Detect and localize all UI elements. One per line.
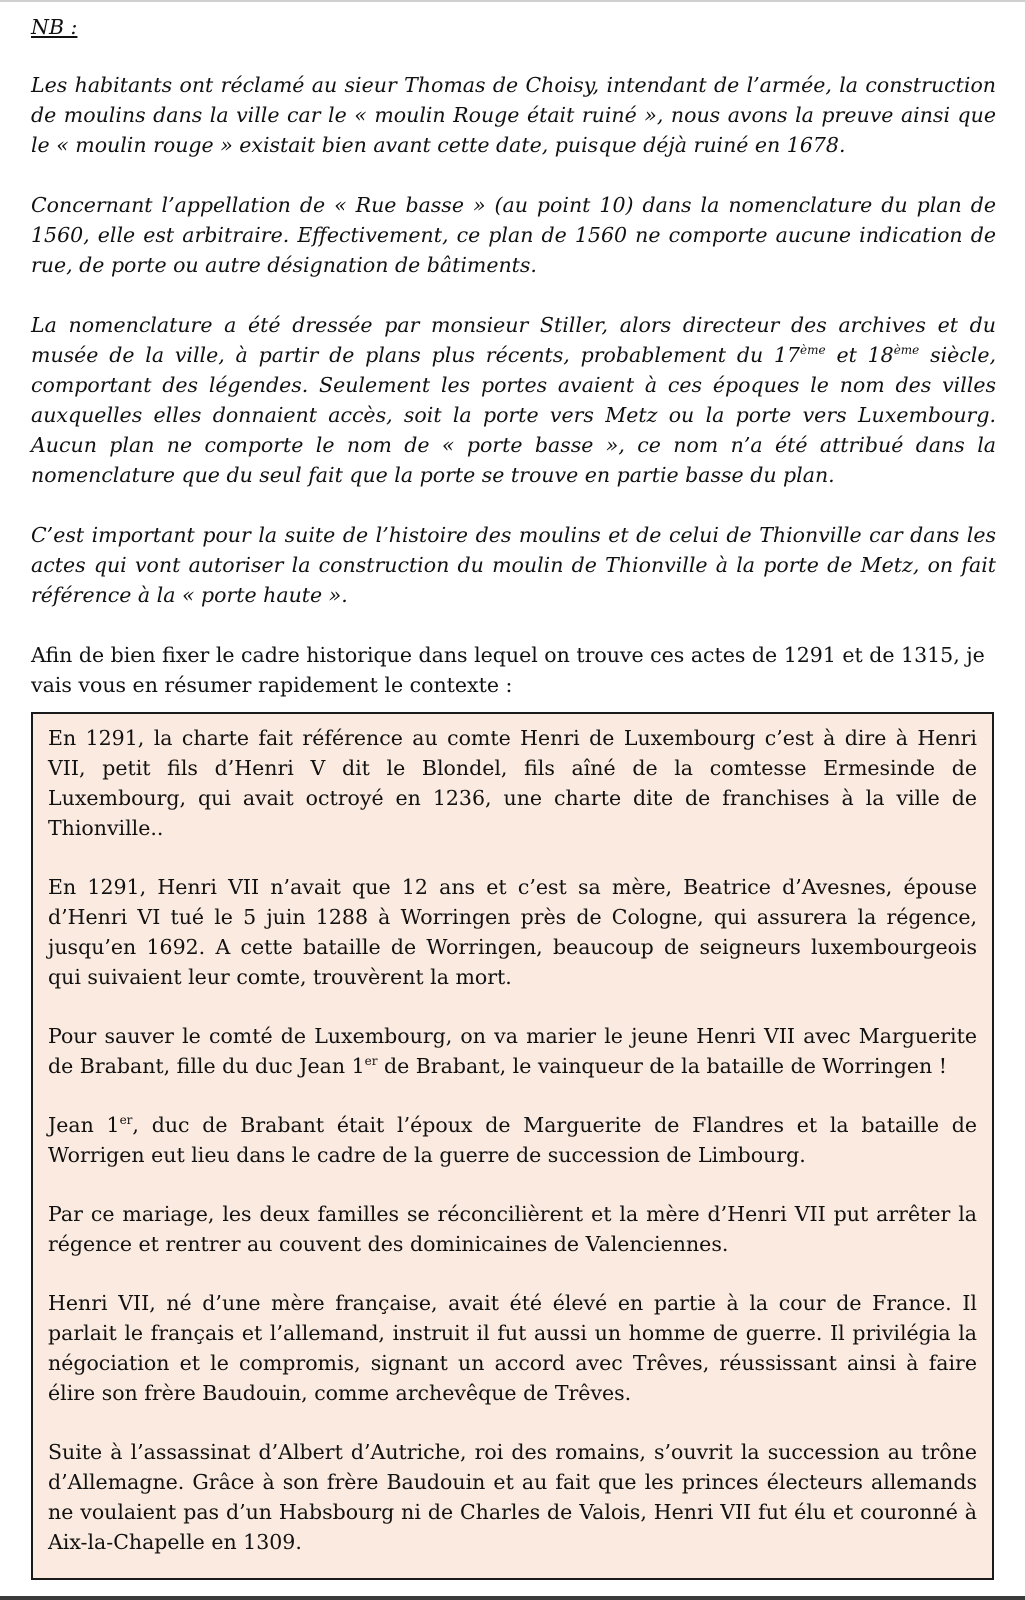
nb-heading: NB : xyxy=(31,15,78,39)
bottom-border xyxy=(0,1596,1025,1600)
box-paragraph-charte: En 1291, la charte fait référence au comte Henri de Luxembourg c’est à dire à Henri VII, petit fils d’Henri V dit le Blondel, fils aîné de la comtesse Ermesinde de Luxembourg, qui avait octroyé en 1236, une charte dite de franchises à la ville de Thionville.. xyxy=(48,726,977,840)
box-paragraph-henri-vii: Henri VII, né d’une mère française, avait été élevé en partie à la cour de France. Il parlait le français et l’allemand, instruit il fut aussi un homme de guerre. Il privilégia la négociation et le compromis, signant un accord avec Trêves, réussissant ainsi à faire élire son frère Baudouin, comme archevêque de Trêves. xyxy=(48,1291,977,1405)
paragraph-rue-basse: Concernant l’appellation de « Rue basse » (au point 10) dans la nomenclature du plan de 1560, elle est arbitraire. Effectivement, ce plan de 1560 ne comporte aucune indication de rue, de porte ou autre désignation de bâtiments. xyxy=(31,193,996,277)
paragraph-moulin-rouge: Les habitants ont réclamé au sieur Thomas de Choisy, intendant de l’armée, la construction de moulins dans la ville car le « moulin Rouge était ruiné », nous avons la preuve ainsi que le « moulin rouge » existait bien avant cette date, puisque déjà ruiné en 1678. xyxy=(31,73,996,157)
document-page xyxy=(31,12,996,712)
paragraph-nomenclature: La nomenclature a été dressée par monsieur Stiller, alors directeur des archives et du musée de la ville, à partir de plans plus récents, probablement du 17ème et 18ème siècle, comportant des légendes. Seulement les portes avaient à ces époques le nom des villes auxquelles elles donnaient accès, soit la porte vers Metz ou la porte vers Luxembourg. Aucun plan ne comporte le nom de « porte basse », ce nom n’a été attribué dans la nomenclature que du seul fait que la porte se trouve en partie basse du plan. xyxy=(31,313,996,487)
box-paragraph-reconciliation: Par ce mariage, les deux familles se réconcilièrent et la mère d’Henri VII put arrêter la régence et rentrer au couvent des dominicaines de Valenciennes. xyxy=(48,1202,977,1256)
paragraph-porte-haute: C’est important pour la suite de l’histoire des moulins et de celui de Thionville car dans les actes qui vont autoriser la construction du moulin de Thionville à la porte de Metz, on fait référence à la « porte haute ». xyxy=(31,523,996,607)
box-paragraph-regence: En 1291, Henri VII n’avait que 12 ans et c’est sa mère, Beatrice d’Avesnes, épouse d’Henri VI tué le 5 juin 1288 à Worringen près de Cologne, qui assurera la régence, jusqu’en 1692. A cette bataille de Worringen, beaucoup de seigneurs luxembourgeois qui suivaient leur comte, trouvèrent la mort. xyxy=(48,875,977,989)
box-paragraph-succession: Suite à l’assassinat d’Albert d’Autriche, roi des romains, s’ouvrit la succession au trône d’Allemagne. Grâce à son frère Baudouin et au fait que les princes électeurs allemands ne voulaient pas d’un Habsbourg ni de Charles de Valois, Henri VII fut élu et couronné à Aix-la-Chapelle en 1309. xyxy=(48,1440,977,1554)
paragraph-intro: Afin de bien fixer le cadre historique dans lequel on trouve ces actes de 1291 et de 1315, je vais vous en résumer rapidement le contexte : xyxy=(31,643,985,697)
top-border xyxy=(0,0,1025,2)
historical-context-box xyxy=(31,712,994,1580)
box-paragraph-jean: Jean 1er, duc de Brabant était l’époux de Marguerite de Flandres et la bataille de Worrigen eut lieu dans le cadre de la guerre de succession de Limbourg. xyxy=(48,1113,977,1167)
box-paragraph-mariage: Pour sauver le comté de Luxembourg, on va marier le jeune Henri VII avec Marguerite de Brabant, fille du duc Jean 1er de Brabant, le vainqueur de la bataille de Worringen ! xyxy=(48,1024,977,1078)
